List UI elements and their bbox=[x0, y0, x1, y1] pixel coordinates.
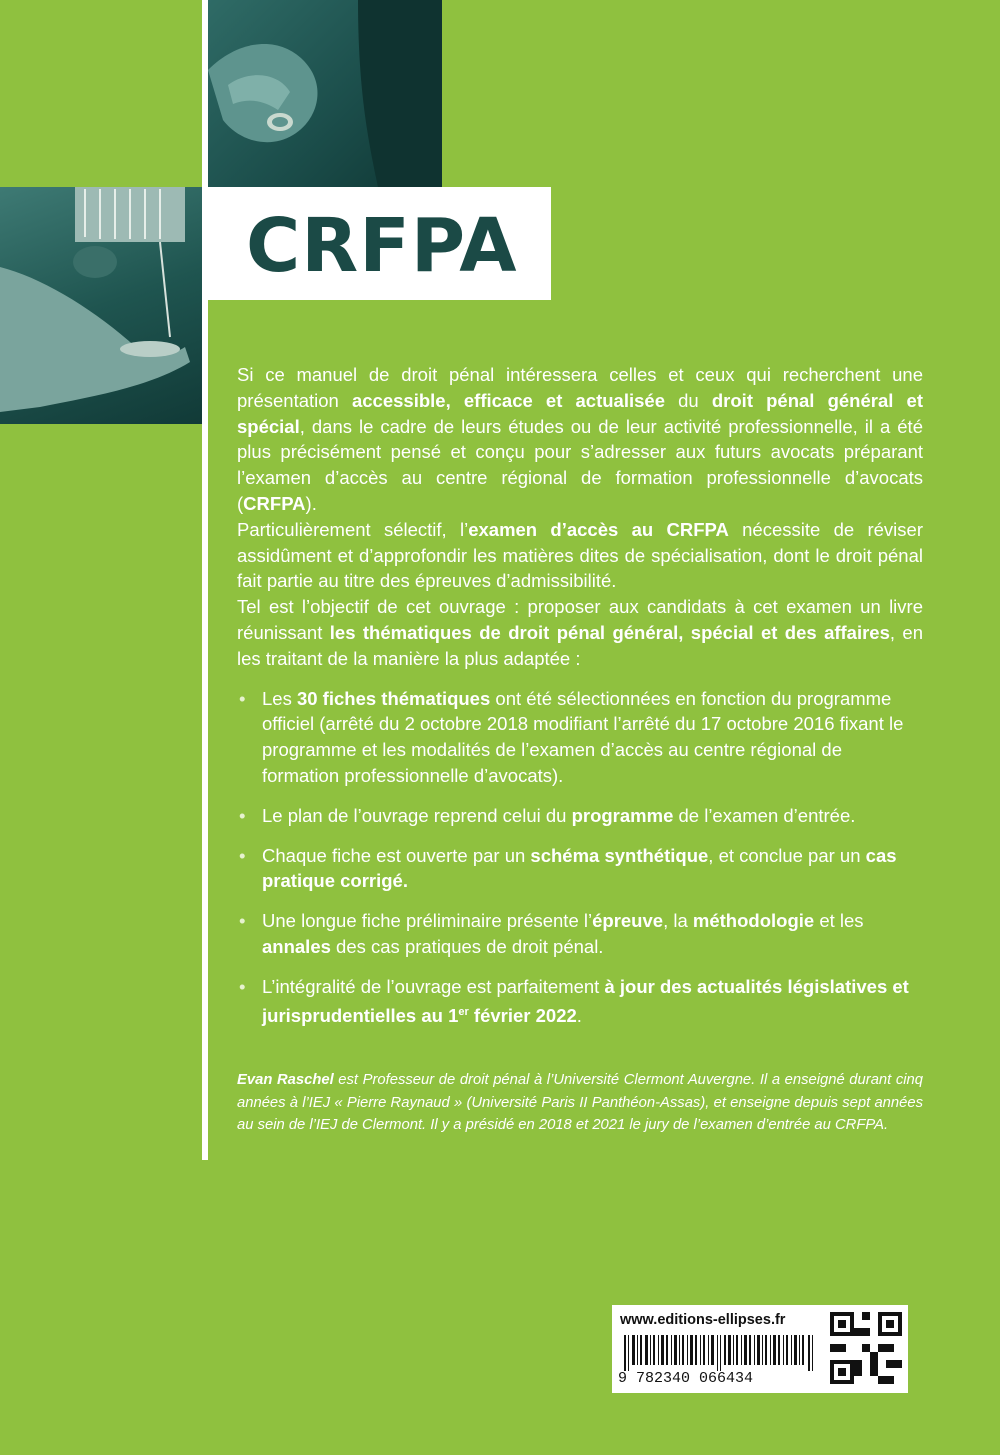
list-item: • L’intégralité de l’ouvrage est parfaitement à jour des actualités législatives et jurisprudentielles au 1er février 2022. bbox=[239, 975, 909, 1026]
hand-with-ring-illustration bbox=[208, 0, 442, 187]
vertical-divider bbox=[202, 0, 208, 1160]
intro-paragraph-3: Tel est l’objectif de cet ouvrage : proposer aux candidats à cet examen un livre réunissant les thématiques de droit pénal général, spécial et des affaires, en les traitant de la manière la plus adaptée : bbox=[237, 596, 924, 669]
barcode-panel bbox=[612, 1305, 908, 1393]
intro-paragraph-1: Si ce manuel de droit pénal intéressera celles et ceux qui recherchent une présentation accessible, efficace et actualisée du droit pénal général et spécial, dans le cadre de leurs études ou de leur activité professionnelle, il a été plus précisément pensé et conçu pour s’adresser aux futurs avocats préparant l’examen d’accès au centre régional de formation professionnelle d’avocats (CRFPA). bbox=[237, 364, 923, 514]
list-item: • Le plan de l’ouvrage reprend celui du programme de l’examen d’entrée. bbox=[237, 803, 923, 829]
bullet-icon: • bbox=[239, 804, 246, 826]
scale-hand-illustration bbox=[0, 187, 202, 424]
bullet-icon: • bbox=[239, 687, 246, 709]
list-item: • Une longue fiche préliminaire présente l’épreuve, la méthodologie et les annales des cas pratiques de droit pénal. bbox=[239, 910, 864, 957]
intro-paragraph-2: Particulièrement sélectif, l’examen d’accès au CRFPA nécessite de réviser assidûment et d’approfondir les matières dites de spécialisation, dont le droit pénal fait partie au titre des épreuves d’admissibilité. bbox=[237, 518, 923, 592]
barcode-icon bbox=[620, 1335, 818, 1371]
list-item: • Les 30 fiches thématiques ont été sélectionnées en fonction du programme officiel (arrêté du 2 octobre 2018 modifiant l’arrêté du 17 octobre 2016 fixant le programme et les modalités de l’examen d’accès au centre régional de formation professionnelle d’avocats). bbox=[239, 687, 904, 786]
list-item: • Chaque fiche est ouverte par un schéma synthétique, et conclue par un cas pratique corrigé. bbox=[239, 844, 897, 892]
description-text bbox=[237, 362, 923, 1042]
bullet-icon: • bbox=[239, 975, 246, 997]
publisher-website[interactable]: www.editions-ellipses.fr bbox=[620, 1312, 786, 1328]
bullet-icon: • bbox=[239, 910, 246, 932]
book-title: CRFPA bbox=[246, 203, 518, 289]
title-box bbox=[208, 187, 551, 300]
qr-code-icon bbox=[830, 1312, 902, 1384]
cover-photo-left bbox=[0, 187, 202, 424]
isbn-number: 9 782340 066434 bbox=[618, 1370, 754, 1387]
cover-photo-top bbox=[208, 0, 442, 187]
author-bio: Evan Raschel est Professeur de droit pénal à l’Université Clermont Auvergne. Il a enseigné durant cinq années à l’IEJ « Pierre Raynaud » (Université Paris II Panthéon-Assas), et enseigne depuis sept années au sein de l’IEJ de Clermont. Il y a présidé en 2018 et 2021 le jury de l’examen d’entrée au CRFPA. bbox=[237, 1072, 923, 1133]
feature-list bbox=[237, 686, 923, 1029]
author-name: Evan Raschel bbox=[237, 1072, 334, 1088]
bullet-icon: • bbox=[239, 844, 246, 866]
